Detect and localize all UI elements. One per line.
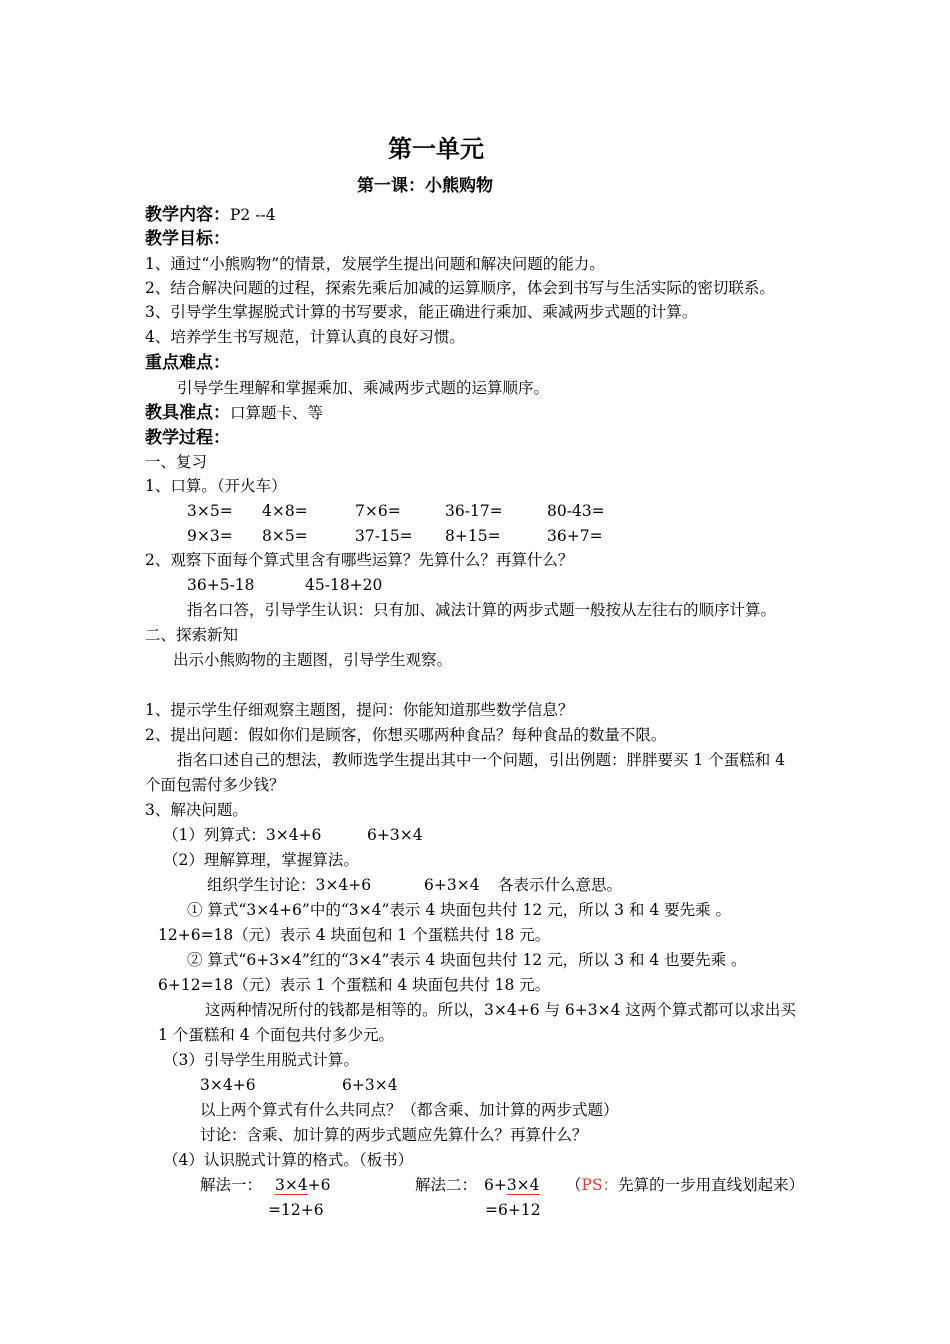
observe-title: 2、观察下面每个算式里含有哪些运算？先算什么？再算什么？: [145, 551, 574, 569]
solution-2-step: =6+12: [485, 1201, 541, 1219]
oral-item: 80-43=: [547, 502, 605, 520]
oral-item: 36+7=: [547, 527, 603, 545]
process-label: 教学过程：: [145, 428, 230, 448]
section-review: 一、复习: [145, 453, 208, 471]
meaning-2-result: 6+12=18（元）表示 1 个蛋糕和 4 块面包共付 18 元。: [158, 976, 551, 994]
ps-label: PS：: [581, 1176, 619, 1194]
step-3-4: （4）认识脱式计算的格式。（板书）: [163, 1151, 414, 1169]
tools-label: 教具准点：: [145, 403, 230, 423]
oral-item: 37-15=: [355, 527, 413, 545]
explore-intro: 出示小熊购物的主题图，引导学生观察。: [173, 651, 453, 669]
observe-note: 指名口答，引导学生认识：只有加、减法计算的两步式题一般按从左往右的顺序计算。: [187, 601, 777, 619]
discussion-order: 讨论：含乘、加计算的两步式题应先算什么？再算什么？: [200, 1126, 588, 1144]
ps-text: 先算的一步用直线划起来）: [618, 1176, 805, 1194]
meaning-2: ② 算式“6+3×4”红的“3×4”表示 4 块面包共付 12 元，所以 3 和 4 也要先乘 。: [187, 951, 747, 969]
solution-2-label: 解法二：: [415, 1176, 478, 1194]
observe-example: 45-18+20: [305, 576, 383, 594]
solution-2: [415, 1175, 540, 1195]
conclusion-cont: 1 个蛋糕和 4 个面包共付多少元。: [158, 1026, 395, 1044]
step-3: 3、解决问题。: [145, 801, 248, 819]
section-explore: 二、探索新知: [145, 626, 239, 644]
solution-1: [200, 1175, 331, 1195]
oral-item: 4×8=: [262, 502, 308, 520]
goal-item: 2、结合解决问题的过程，探索先乘后加减的运算顺序，体会到书写与生活实际的密切联系。: [145, 279, 775, 297]
meaning-1-result: 12+6=18（元）表示 4 块面包和 1 个蛋糕共付 18 元。: [158, 926, 551, 944]
page-title: 第一单元: [388, 135, 484, 163]
solution-1-step: =12+6: [268, 1201, 324, 1219]
discussion-expr: 6+3×4: [424, 876, 480, 894]
step-3-1: （1）列算式：3×4+6: [163, 826, 322, 844]
expr-b: 6+3×4: [342, 1076, 398, 1094]
oral-item: 9×3=: [187, 527, 233, 545]
step-3-1-expr: 6+3×4: [367, 826, 423, 844]
oral-item: 8+15=: [445, 527, 501, 545]
solution-2-pre: 6+: [483, 1176, 507, 1194]
step-3-3: （3）引导学生用脱式计算。: [163, 1051, 359, 1069]
expr-a: 3×4+6: [200, 1076, 256, 1094]
tools-line: [145, 403, 323, 423]
key-text: 引导学生理解和掌握乘加、乘减两步式题的运算顺序。: [177, 379, 550, 397]
oral-title: 1、口算。（开火车）: [145, 477, 287, 495]
step-1: 1、提示学生仔细观察主题图，提问：你能知道那些数学信息？: [145, 701, 574, 719]
goal-item: 1、通过“小熊购物”的情景，发展学生提出问题和解决问题的能力。: [145, 255, 605, 273]
observe-example: 36+5-18: [187, 576, 255, 594]
conclusion: 这两种情况所付的钱都是相等的。所以，3×4+6 与 6+3×4 这两个算式都可以求出买: [205, 1001, 796, 1019]
content-value: P2 --4: [230, 206, 276, 224]
discussion-question: 各表示什么意思。: [498, 876, 623, 894]
key-label: 重点难点：: [145, 353, 230, 373]
step-2-detail-cont: 个面包需付多少钱？: [145, 776, 285, 794]
ps-open: （: [566, 1176, 582, 1194]
content-line: [145, 205, 276, 225]
ps-note: [566, 1175, 804, 1195]
goal-item: 3、引导学生掌握脱式计算的书写要求，能正确进行乘加、乘减两步式题的计算。: [145, 303, 698, 321]
discussion: 组织学生讨论：3×4+6: [207, 876, 372, 894]
step-2: 2、提出问题：假如你们是顾客，你想买哪两种食品？每种食品的数量不限。: [145, 726, 667, 744]
solution-1-rest: +6: [307, 1176, 331, 1194]
step-3-2: （2）理解算理，掌握算法。: [163, 851, 359, 869]
step-2-detail: 指名口述自己的想法，教师选学生提出其中一个问题，引出例题：胖胖要买 1 个蛋糕和 4: [177, 751, 786, 769]
solution-1-label: 解法一：: [200, 1176, 263, 1194]
common-point: 以上两个算式有什么共同点？（都含乘、加计算的两步式题）: [200, 1101, 619, 1119]
underlined-step: 3×4: [274, 1176, 308, 1194]
lesson-subtitle: 第一课：小熊购物: [357, 176, 493, 196]
oral-item: 36-17=: [445, 502, 503, 520]
goals-label: 教学目标：: [145, 229, 230, 249]
underlined-step: 3×4: [506, 1176, 540, 1194]
tools-value: 口算题卡、等: [230, 404, 324, 422]
goal-item: 4、培养学生书写规范，计算认真的良好习惯。: [145, 328, 465, 346]
content-label: 教学内容：: [145, 205, 230, 225]
oral-item: 8×5=: [262, 527, 308, 545]
meaning-1: ① 算式“3×4+6”中的“3×4”表示 4 块面包共付 12 元，所以 3 和 4 要先乘 。: [187, 901, 732, 919]
oral-item: 7×6=: [355, 502, 401, 520]
oral-item: 3×5=: [187, 502, 233, 520]
